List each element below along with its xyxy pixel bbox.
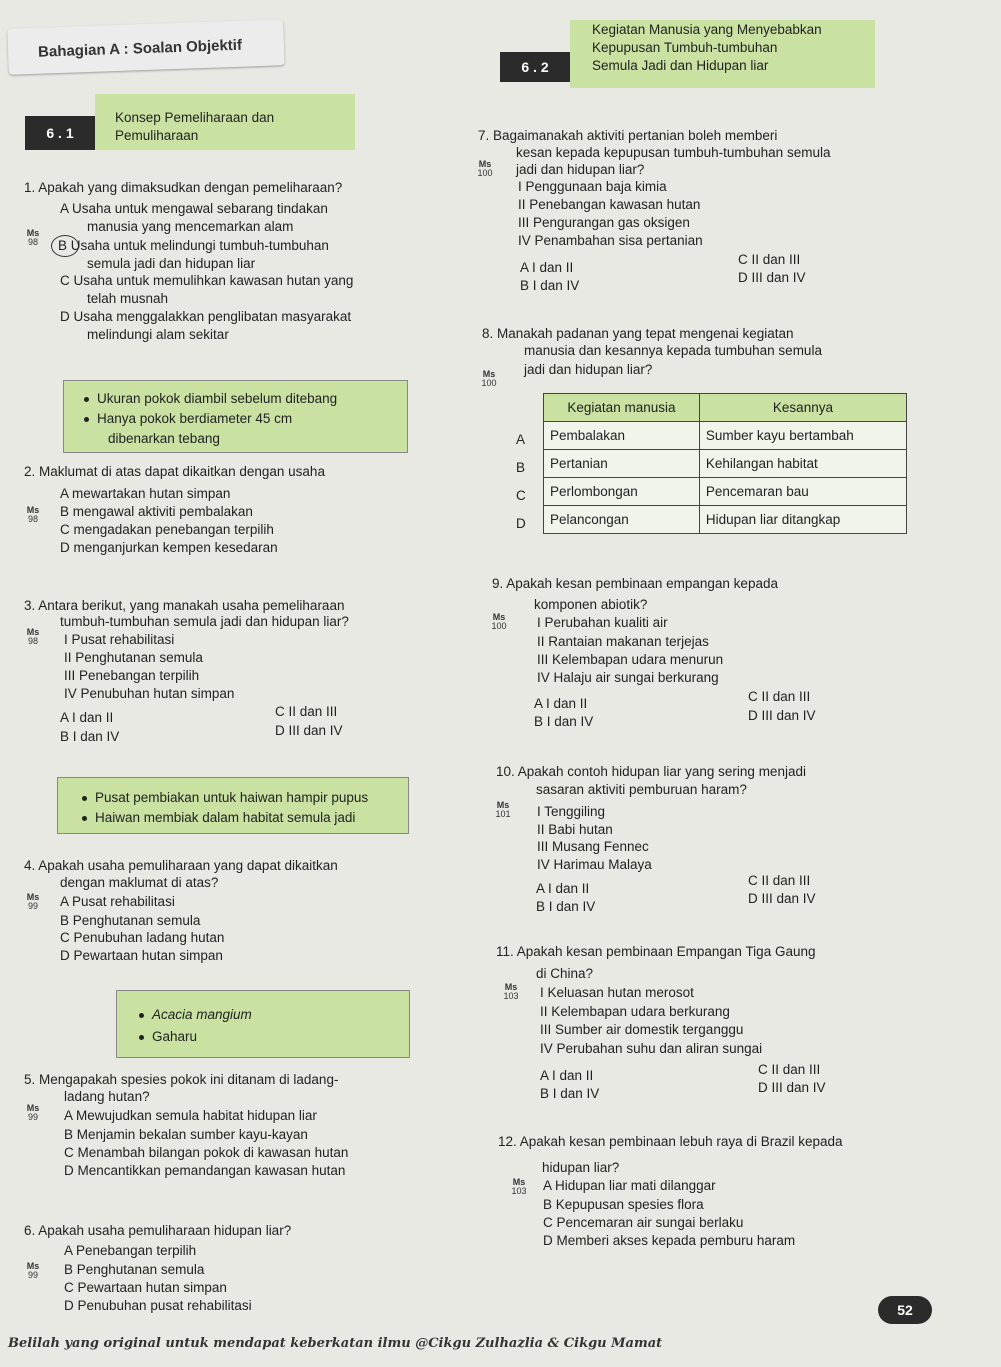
q12-stem-line1: 12. Apakah kesan pembinaan lebuh raya di Brazil kepada: [498, 1134, 843, 1149]
q8-ms-ref: Ms 100: [481, 369, 497, 388]
section-header-6-1: [25, 94, 355, 150]
q2-ms-ref: Ms 98: [26, 505, 40, 524]
q7-stem-line3: jadi dan hidupan liar?: [516, 162, 645, 177]
q1-option-b-line1: B Usaha untuk melindungi tumbuh-tumbuhan: [58, 238, 329, 253]
section-6-1-number: 6 . 1: [25, 116, 95, 150]
q2-info-item: Ukuran pokok diambil sebelum ditebang: [97, 391, 338, 406]
q2-stem: 2. Maklumat di atas dapat dikaitkan dengan usaha: [24, 464, 325, 479]
q5-option-c: C Menambah bilangan pokok di kawasan hutan: [64, 1145, 349, 1160]
q8-stem-line1: 8. Manakah padanan yang tepat mengenai kegiatan: [482, 326, 794, 341]
table-row: [544, 478, 907, 506]
table-cell-kegiatan: Pertanian: [544, 450, 700, 478]
q3-option-d: D III dan IV: [275, 723, 343, 738]
q7-option-a: A I dan II: [520, 260, 574, 275]
q7-item-iv: IV Penambahan sisa pertanian: [518, 233, 703, 248]
q3-item-iv: IV Penubuhan hutan simpan: [64, 686, 235, 701]
q3-option-c: C II dan III: [275, 704, 338, 719]
table-row: [544, 422, 907, 450]
q9-stem-line1: 9. Apakah kesan pembinaan empangan kepada: [492, 576, 778, 591]
q9-option-d: D III dan IV: [748, 708, 816, 723]
q12-option-b: B Kepupusan spesies flora: [543, 1197, 704, 1212]
q7-stem-line2: kesan kepada kepupusan tumbuh-tumbuhan semula: [516, 145, 831, 160]
q12-option-d: D Memberi akses kepada pemburu haram: [543, 1233, 796, 1248]
q1-option-c-line1: C Usaha untuk memulihkan kawasan hutan yang: [60, 273, 354, 288]
section-header-6-2: [500, 18, 880, 88]
q4-ms-ref: Ms 99: [26, 892, 40, 911]
q3-stem-line2: tumbuh-tumbuhan semula jadi dan hidupan liar?: [60, 614, 349, 629]
q3-item-iii: III Penebangan terpilih: [64, 668, 200, 683]
q4-option-d: D Pewartaan hutan simpan: [60, 948, 223, 963]
q4-stem-line1: 4. Apakah usaha pemuliharaan yang dapat dikaitkan: [24, 858, 338, 873]
q5-ms-ref: Ms 99: [26, 1103, 40, 1122]
q5-option-d: D Mencantikkan pemandangan kawasan hutan: [64, 1163, 346, 1178]
q8-option-label-a: A: [516, 432, 526, 447]
q11-option-a: A I dan II: [540, 1068, 594, 1083]
q1-option-a-line2: manusia yang mencemarkan alam: [87, 219, 294, 234]
q7-option-b: B I dan IV: [520, 278, 580, 293]
table-cell-kegiatan: Pelancongan: [544, 506, 700, 534]
q8-stem-line3: jadi dan hidupan liar?: [524, 362, 653, 377]
q12-ms-ref: Ms 103: [511, 1177, 527, 1196]
q1-option-b-line2: semula jadi dan hidupan liar: [87, 256, 256, 271]
q5-info-item: Acacia mangium: [152, 1007, 252, 1022]
q1-option-c-line2: telah musnah: [87, 291, 169, 306]
q7-item-ii: II Penebangan kawasan hutan: [518, 197, 701, 212]
section-6-2-title-line2: Kepupusan Tumbuh-tumbuhan: [592, 40, 778, 55]
section-6-1-title-line2: Pemuliharaan: [115, 128, 199, 143]
q10-item-iv: IV Harimau Malaya: [537, 857, 652, 872]
q10-stem-line1: 10. Apakah contoh hidupan liar yang sering menjadi: [496, 764, 806, 779]
table-cell-kesan: Hidupan liar ditangkap: [699, 506, 906, 534]
q6-option-a: A Penebangan terpilih: [64, 1243, 197, 1258]
footer-note: Belilah yang original untuk mendapat keberkatan ilmu @Cikgu Zulhazlia & Cikgu Mamat: [8, 1336, 663, 1351]
q9-item-ii: II Rantaian makanan terjejas: [537, 634, 709, 649]
q10-item-ii: II Babi hutan: [537, 822, 613, 837]
q5-stem-line2: ladang hutan?: [64, 1089, 150, 1104]
q5-stem-line1: 5. Mengapakah spesies pokok ini ditanam di ladang-: [24, 1072, 339, 1087]
q2-info-item: Hanya pokok berdiameter 45 cm: [97, 411, 293, 426]
q9-item-iv: IV Halaju air sungai berkurang: [537, 670, 719, 685]
q10-option-b: B I dan IV: [536, 899, 596, 914]
q10-ms-ref: Ms 101: [495, 800, 511, 819]
q12-option-c: C Pencemaran air sungai berlaku: [543, 1215, 744, 1230]
q2-option-c: C mengadakan penebangan terpilih: [60, 522, 274, 537]
q9-option-b: B I dan IV: [534, 714, 594, 729]
table-header-kegiatan: Kegiatan manusia: [544, 394, 700, 422]
q11-item-i: I Keluasan hutan merosot: [540, 985, 694, 1000]
q7-stem-line1: 7. Bagaimanakah aktiviti pertanian boleh memberi: [478, 128, 778, 143]
q11-item-ii: II Kelembapan udara berkurang: [540, 1004, 730, 1019]
q10-item-i: I Tenggiling: [537, 804, 606, 819]
q9-ms-ref: Ms 100: [491, 612, 507, 631]
q10-option-c: C II dan III: [748, 873, 811, 888]
q3-ms-ref: Ms 98: [26, 627, 40, 646]
q11-stem-line2: di China?: [536, 966, 594, 981]
q9-option-a: A I dan II: [534, 696, 588, 711]
q6-ms-ref: Ms 99: [26, 1261, 40, 1280]
q2-option-b: B mengawal aktiviti pembalakan: [60, 504, 253, 519]
q8-stem-line2: manusia dan kesannya kepada tumbuhan semula: [524, 343, 822, 358]
q1-option-d-line1: D Usaha menggalakkan penglibatan masyarakat: [60, 309, 352, 324]
q11-option-c: C II dan III: [758, 1062, 821, 1077]
q3-item-i: I Pusat rehabilitasi: [64, 632, 175, 647]
q1-option-a-line1: A Usaha untuk mengawal sebarang tindakan: [60, 201, 328, 216]
q3-option-b: B I dan IV: [60, 729, 120, 744]
q1-stem: 1. Apakah yang dimaksudkan dengan pemeliharaan?: [24, 180, 343, 195]
q11-item-iii: III Sumber air domestik terganggu: [540, 1022, 744, 1037]
q4-info-box: [57, 777, 409, 834]
q11-ms-ref: Ms 103: [503, 982, 519, 1001]
table-cell-kesan: Sumber kayu bertambah: [699, 422, 906, 450]
q4-option-c: C Penubuhan ladang hutan: [60, 930, 225, 945]
section-banner-bahagian-a: [7, 19, 284, 75]
q8-option-label-d: D: [516, 516, 526, 531]
q8-matching-table: [543, 393, 907, 534]
q9-option-c: C II dan III: [748, 689, 811, 704]
q9-item-i: I Perubahan kualiti air: [537, 615, 668, 630]
q4-option-b: B Penghutanan semula: [60, 913, 201, 928]
q6-option-b: B Penghutanan semula: [64, 1262, 205, 1277]
q12-stem-line2: hidupan liar?: [542, 1160, 620, 1175]
table-cell-kegiatan: Perlombongan: [544, 478, 700, 506]
bahagian-title: Bahagian A : Soalan Objektif: [37, 36, 243, 61]
q9-item-iii: III Kelembapan udara menurun: [537, 652, 724, 667]
q1-ms-ref: Ms 98: [26, 228, 40, 247]
q1-option-d-line2: melindungi alam sekitar: [87, 327, 229, 342]
q12-option-a: A Hidupan liar mati dilanggar: [543, 1178, 716, 1193]
q8-option-label-b: B: [516, 460, 526, 475]
table-row: [544, 506, 907, 534]
q5-info-item: Gaharu: [152, 1029, 198, 1044]
section-6-2-number: 6 . 2: [500, 52, 570, 82]
q5-option-a: A Mewujudkan semula habitat hidupan liar: [64, 1108, 317, 1123]
q10-stem-line2: sasaran aktiviti pemburuan haram?: [536, 782, 747, 797]
q4-info-item: Haiwan membiak dalam habitat semula jadi: [95, 810, 356, 825]
q5-option-b: B Menjamin bekalan sumber kayu-kayan: [64, 1127, 308, 1142]
q2-option-a: A mewartakan hutan simpan: [60, 486, 231, 501]
q7-ms-ref: Ms 100: [477, 159, 493, 178]
q2-option-d: D menganjurkan kempen kesedaran: [60, 540, 278, 555]
q10-option-d: D III dan IV: [748, 891, 816, 906]
table-header-kesannya: Kesannya: [699, 394, 906, 422]
q10-item-iii: III Musang Fennec: [537, 839, 649, 854]
q4-info-item: Pusat pembiakan untuk haiwan hampir pupus: [95, 790, 369, 805]
q6-stem: 6. Apakah usaha pemuliharaan hidupan liar?: [24, 1223, 292, 1238]
q7-item-i: I Penggunaan baja kimia: [518, 179, 667, 194]
q4-stem-line2: dengan maklumat di atas?: [60, 875, 219, 890]
q6-option-c: C Pewartaan hutan simpan: [64, 1280, 227, 1295]
q6-option-d: D Penubuhan pusat rehabilitasi: [64, 1298, 252, 1313]
table-header-row: [544, 394, 907, 422]
q9-stem-line2: komponen abiotik?: [534, 597, 648, 612]
table-cell-kegiatan: Pembalakan: [544, 422, 700, 450]
section-6-2-title-line3: Semula Jadi dan Hidupan liar: [592, 58, 769, 73]
q3-stem-line1: 3. Antara berikut, yang manakah usaha pemeliharaan: [24, 598, 345, 613]
q11-option-b: B I dan IV: [540, 1086, 600, 1101]
q3-item-ii: II Penghutanan semula: [64, 650, 203, 665]
q11-option-d: D III dan IV: [758, 1080, 826, 1095]
q11-item-iv: IV Perubahan suhu dan aliran sungai: [540, 1041, 763, 1056]
section-6-2-title-line1: Kegiatan Manusia yang Menyebabkan: [592, 22, 822, 37]
q10-option-a: A I dan II: [536, 881, 590, 896]
table-cell-kesan: Pencemaran bau: [699, 478, 906, 506]
q2-info-item: dibenarkan tebang: [108, 431, 220, 446]
page-number: 52: [878, 1296, 932, 1324]
q7-option-d: D III dan IV: [738, 270, 806, 285]
section-6-1-title-line1: Konsep Pemeliharaan dan: [115, 110, 275, 125]
q8-option-label-c: C: [516, 488, 526, 503]
q5-info-box: [116, 990, 410, 1058]
q7-item-iii: III Pengurangan gas oksigen: [518, 215, 690, 230]
table-row: [544, 450, 907, 478]
q7-option-c: C II dan III: [738, 252, 801, 267]
q3-option-a: A I dan II: [60, 710, 114, 725]
q11-stem-line1: 11. Apakah kesan pembinaan Empangan Tiga Gaung: [496, 944, 816, 959]
q2-info-box: [63, 380, 408, 453]
table-cell-kesan: Kehilangan habitat: [699, 450, 906, 478]
q4-option-a: A Pusat rehabilitasi: [60, 894, 175, 909]
